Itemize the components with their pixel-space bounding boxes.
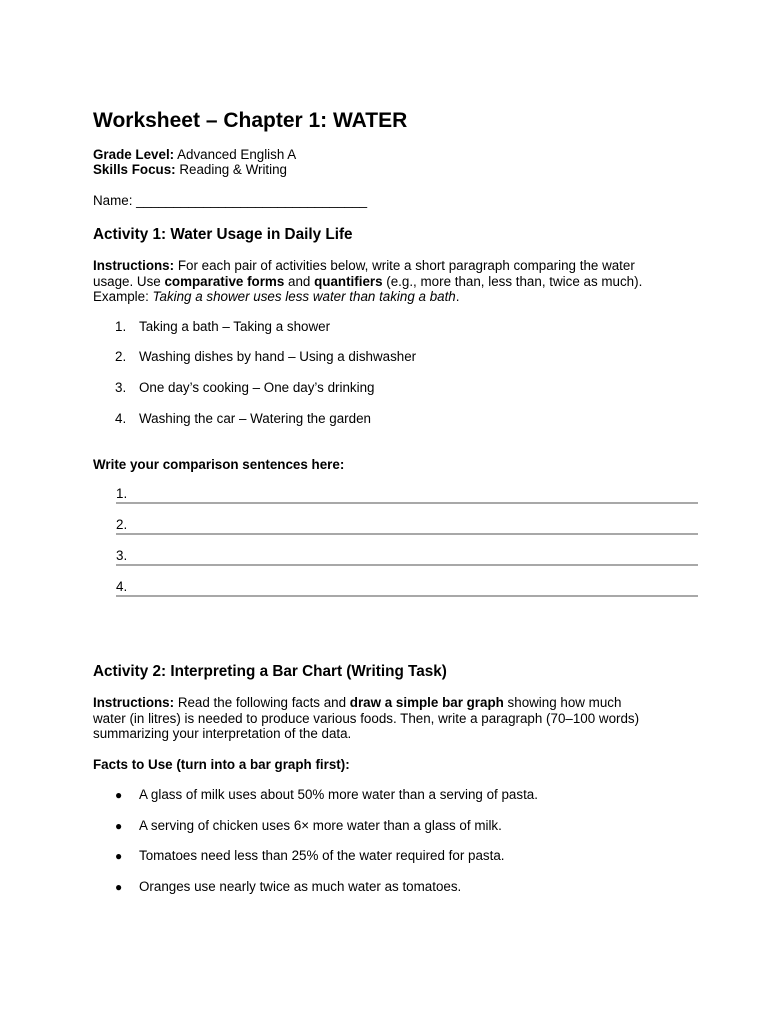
answer-rule [116, 502, 698, 504]
grade-level-value: Advanced English A [174, 147, 297, 162]
fact-text: Oranges use nearly twice as much water as tomatoes. [139, 879, 462, 894]
facts-heading: Facts to Use (turn into a bar graph first): [93, 757, 350, 772]
page-title: Worksheet – Chapter 1: WATER [93, 109, 408, 132]
instructions-text: (e.g., more than, less than, twice as much). [382, 273, 643, 289]
grade-level [93, 147, 296, 163]
bullet-icon: ● [115, 788, 123, 802]
bullet-icon: ● [115, 819, 123, 833]
quantifiers-term: quantifiers [314, 273, 383, 289]
answer-line-number: 1. [116, 486, 128, 501]
instructions-label: Instructions: [93, 695, 175, 710]
activity1-heading: Activity 1: Water Usage in Daily Life [93, 226, 353, 243]
skills-focus-label: Skills Focus: [93, 162, 176, 177]
answer-line[interactable] [116, 579, 698, 597]
comparative-forms-term: comparative forms [164, 273, 285, 289]
answer-line-number: 3. [116, 548, 128, 563]
list-item-text: Washing dishes by hand – Using a dishwasher [139, 349, 417, 364]
answer-line[interactable] [116, 548, 698, 566]
skills-focus [93, 162, 287, 178]
bullet-icon: ● [115, 880, 123, 894]
example-label: Example: [93, 289, 153, 304]
example-period: . [455, 289, 460, 304]
name-field: Name: _______________________________ [93, 193, 368, 208]
list-item [115, 319, 330, 335]
instructions-label: Instructions: [93, 258, 175, 273]
fact-text: A serving of chicken uses 6× more water than a glass of milk. [139, 818, 502, 833]
bullet-icon: ● [115, 849, 123, 863]
instructions-text: and [284, 273, 315, 289]
list-item-text: Washing the car – Watering the garden [139, 411, 371, 426]
list-item [115, 848, 504, 865]
list-item-number: 4. [115, 411, 127, 426]
activity2-heading: Activity 2: Interpreting a Bar Chart (Writing Task) [93, 663, 447, 680]
list-item [115, 818, 502, 835]
activity1-instructions-line3 [93, 289, 693, 305]
activity2-instructions [93, 695, 693, 742]
grade-level-label: Grade Level: [93, 147, 175, 162]
activity2-instructions-line3: summarizing your interpretation of the data. [93, 726, 352, 741]
list-item-number: 3. [115, 380, 127, 395]
activity2-instructions-line1 [93, 695, 693, 711]
activity1-instructions [93, 258, 693, 305]
fact-text: A glass of milk uses about 50% more water than a serving of pasta. [139, 787, 538, 802]
write-sentences-heading: Write your comparison sentences here: [93, 457, 345, 472]
answer-line[interactable] [116, 517, 698, 535]
instructions-text: showing how much [503, 695, 622, 710]
list-item [115, 380, 374, 396]
answer-line-number: 4. [116, 579, 128, 594]
answer-rule [116, 533, 698, 535]
activity1-instructions-line2 [93, 274, 693, 290]
answer-rule [116, 564, 698, 566]
instructions-text: Read the following facts and [174, 695, 350, 710]
answer-line-number: 2. [116, 517, 128, 532]
list-item-text: One day’s cooking – One day’s drinking [139, 380, 375, 395]
skills-focus-value: Reading & Writing [175, 162, 288, 177]
fact-text: Tomatoes need less than 25% of the water required for pasta. [139, 848, 505, 863]
example-text: Taking a shower uses less water than taking a bath [152, 289, 456, 304]
instructions-text: For each pair of activities below, write a short paragraph comparing the water [174, 258, 635, 273]
list-item [115, 411, 371, 427]
activity1-instructions-line1 [93, 258, 693, 274]
list-item [115, 787, 538, 804]
list-item-text: Taking a bath – Taking a shower [139, 319, 331, 334]
list-item-number: 1. [115, 319, 127, 334]
answer-line[interactable] [116, 486, 698, 504]
list-item [115, 879, 461, 896]
list-item [115, 349, 416, 365]
activity2-instructions-line2: water (in litres) is needed to produce various foods. Then, write a paragraph (70–100 words) [93, 710, 640, 726]
answer-rule [116, 595, 698, 597]
instructions-text: usage. Use [93, 273, 165, 289]
draw-bar-graph-term: draw a simple bar graph [349, 695, 504, 710]
list-item-number: 2. [115, 349, 127, 364]
